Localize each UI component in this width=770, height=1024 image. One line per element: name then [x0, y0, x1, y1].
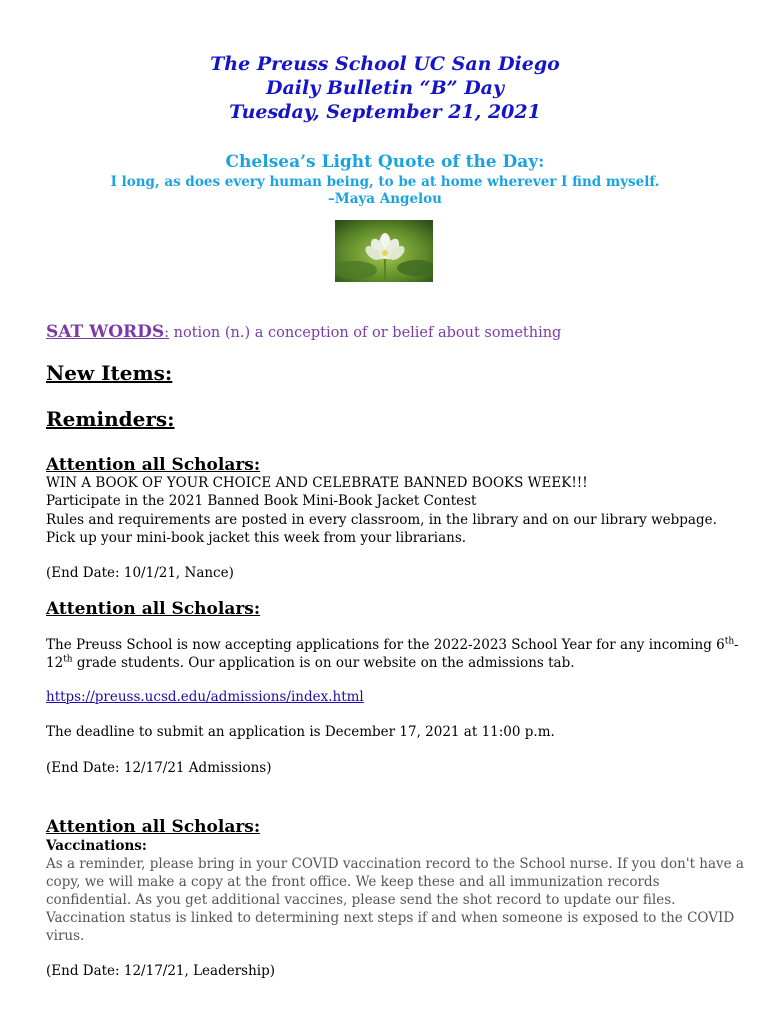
admissions-link[interactable]: https://preuss.ucsd.edu/admissions/index.html	[46, 689, 364, 705]
announcement-2-text: 12	[46, 655, 64, 671]
bulletin-title-date: Tuesday, September 21, 2021	[229, 101, 541, 123]
sat-word-line	[46, 322, 561, 343]
sat-word-definition: notion (n.) a conception of or belief about something	[169, 325, 562, 341]
announcement-2-text: The Preuss School is now accepting applications for the 2022-2023 School Year for any incoming 6	[46, 637, 725, 653]
bulletin-title-school: The Preuss School UC San Diego	[210, 53, 560, 75]
announcement-2-text: -	[734, 637, 739, 653]
announcement-2-deadline: The deadline to submit an application is December 17, 2021 at 11:00 p.m.	[46, 724, 555, 740]
announcement-2-text: grade students. Our application is on our website on the admissions tab.	[72, 655, 575, 671]
quote-author: –Maya Angelou	[328, 191, 442, 207]
announcement-1-end-date: (End Date: 10/1/21, Nance)	[46, 565, 234, 581]
quote-heading: Chelsea’s Light Quote of the Day:	[225, 152, 545, 172]
sat-words-label: SAT WORDS	[46, 322, 165, 342]
lotus-flower-image	[335, 220, 433, 282]
announcement-1-line: Pick up your mini-book jacket this week from your librarians.	[46, 530, 467, 546]
announcement-1-heading: Attention all Scholars:	[46, 455, 261, 475]
announcement-3-line: Vaccination status is linked to determining next steps if and when someone is exposed to the COVID	[46, 910, 735, 926]
announcement-3-line: As a reminder, please bring in your COVID vaccination record to the School nurse. If you don't have a	[46, 856, 744, 872]
announcement-2-end-date: (End Date: 12/17/21 Admissions)	[46, 760, 272, 776]
vaccinations-subheading: Vaccinations:	[46, 838, 147, 854]
announcement-1-line: Rules and requirements are posted in every classroom, in the library and on our library webpage.	[46, 512, 717, 528]
bulletin-title-day: Daily Bulletin “B” Day	[265, 77, 505, 99]
quote-text: I long, as does every human being, to be at home wherever I find myself.	[110, 174, 660, 190]
announcement-3-line: virus.	[46, 928, 85, 944]
announcement-3-end-date: (End Date: 12/17/21, Leadership)	[46, 963, 276, 979]
announcement-3-line: confidential. As you get additional vaccines, please send the shot record to update our files.	[46, 892, 676, 908]
superscript-text: th	[63, 654, 73, 665]
announcement-2-line	[46, 636, 739, 654]
announcement-2-line	[46, 654, 575, 672]
sat-words-colon: :	[164, 325, 170, 341]
announcement-3-heading: Attention all Scholars:	[46, 817, 261, 837]
superscript-text: th	[724, 636, 735, 647]
announcement-3-line: copy, we will make a copy at the front office. We keep these and all immunization records	[46, 874, 660, 890]
reminders-heading: Reminders:	[46, 407, 175, 431]
announcement-1-line: Participate in the 2021 Banned Book Mini-Book Jacket Contest	[46, 493, 477, 509]
announcement-1-line: WIN A BOOK OF YOUR CHOICE AND CELEBRATE BANNED BOOKS WEEK!!!	[46, 475, 588, 491]
new-items-heading: New Items:	[46, 361, 173, 385]
announcement-2-heading: Attention all Scholars:	[46, 599, 261, 619]
